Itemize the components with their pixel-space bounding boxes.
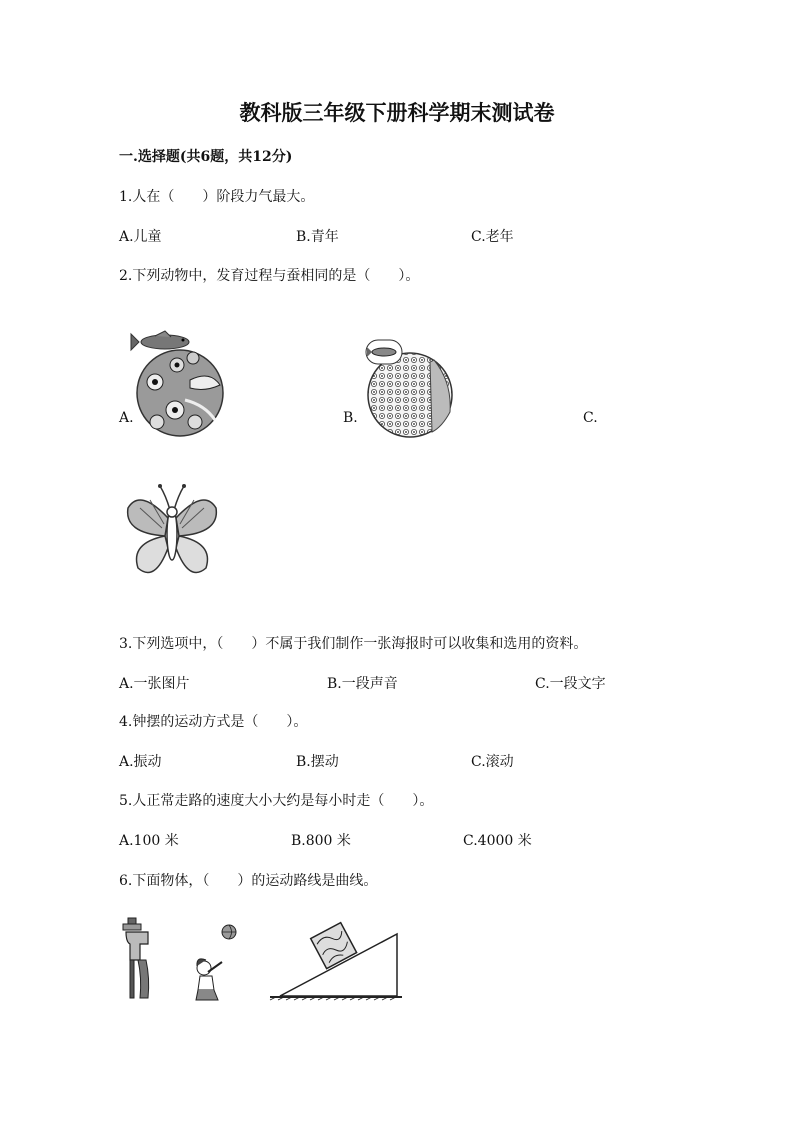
q2-option-b: B.	[343, 410, 358, 426]
q3-option-b: B.一段声音	[327, 676, 398, 692]
q3-option-a: A.一张图片	[119, 676, 190, 692]
q5-option-c: C.4000 米	[463, 833, 532, 849]
block-on-slope-image	[270, 924, 405, 1002]
q2-option-a: A.	[119, 410, 134, 426]
q4-option-a: A.振动	[119, 754, 162, 770]
question-4: 4.钟摆的运动方式是（ ）。	[119, 714, 308, 730]
frog-eggs-image	[362, 332, 462, 442]
q4-option-b: B.摆动	[296, 754, 339, 770]
fish-development-image	[135, 330, 235, 440]
section-heading: 一.选择题(共6题，共12分)	[119, 149, 293, 165]
girl-throwing-ball-image	[182, 922, 242, 1002]
fish-icon	[366, 340, 402, 364]
q5-option-a: A.100 米	[119, 833, 179, 849]
water-tap-image	[118, 918, 158, 1000]
q1-option-b: B.青年	[296, 229, 339, 245]
q4-option-c: C.滚动	[471, 754, 514, 770]
q1-option-a: A.儿童	[119, 229, 162, 245]
question-5: 5.人正常走路的速度大小大约是每小时走（ ）。	[119, 793, 434, 809]
q1-option-c: C.老年	[471, 229, 514, 245]
q2-option-c: C.	[583, 410, 598, 426]
question-1: 1.人在（ ）阶段力气最大。	[119, 189, 315, 205]
q3-option-c: C.一段文字	[535, 676, 606, 692]
question-3: 3.下列选项中，（ ）不属于我们制作一张海报时可以收集和选用的资料。	[119, 636, 588, 652]
q5-option-b: B.800 米	[291, 833, 351, 849]
question-6: 6.下面物体，（ ）的运动路线是曲线。	[119, 873, 378, 889]
page-title: 教科版三年级下册科学期末测试卷	[239, 100, 555, 125]
question-2: 2.下列动物中，发育过程与蚕相同的是（ ）。	[119, 268, 420, 284]
fish-icon	[131, 331, 189, 350]
butterfly-image	[120, 478, 220, 586]
